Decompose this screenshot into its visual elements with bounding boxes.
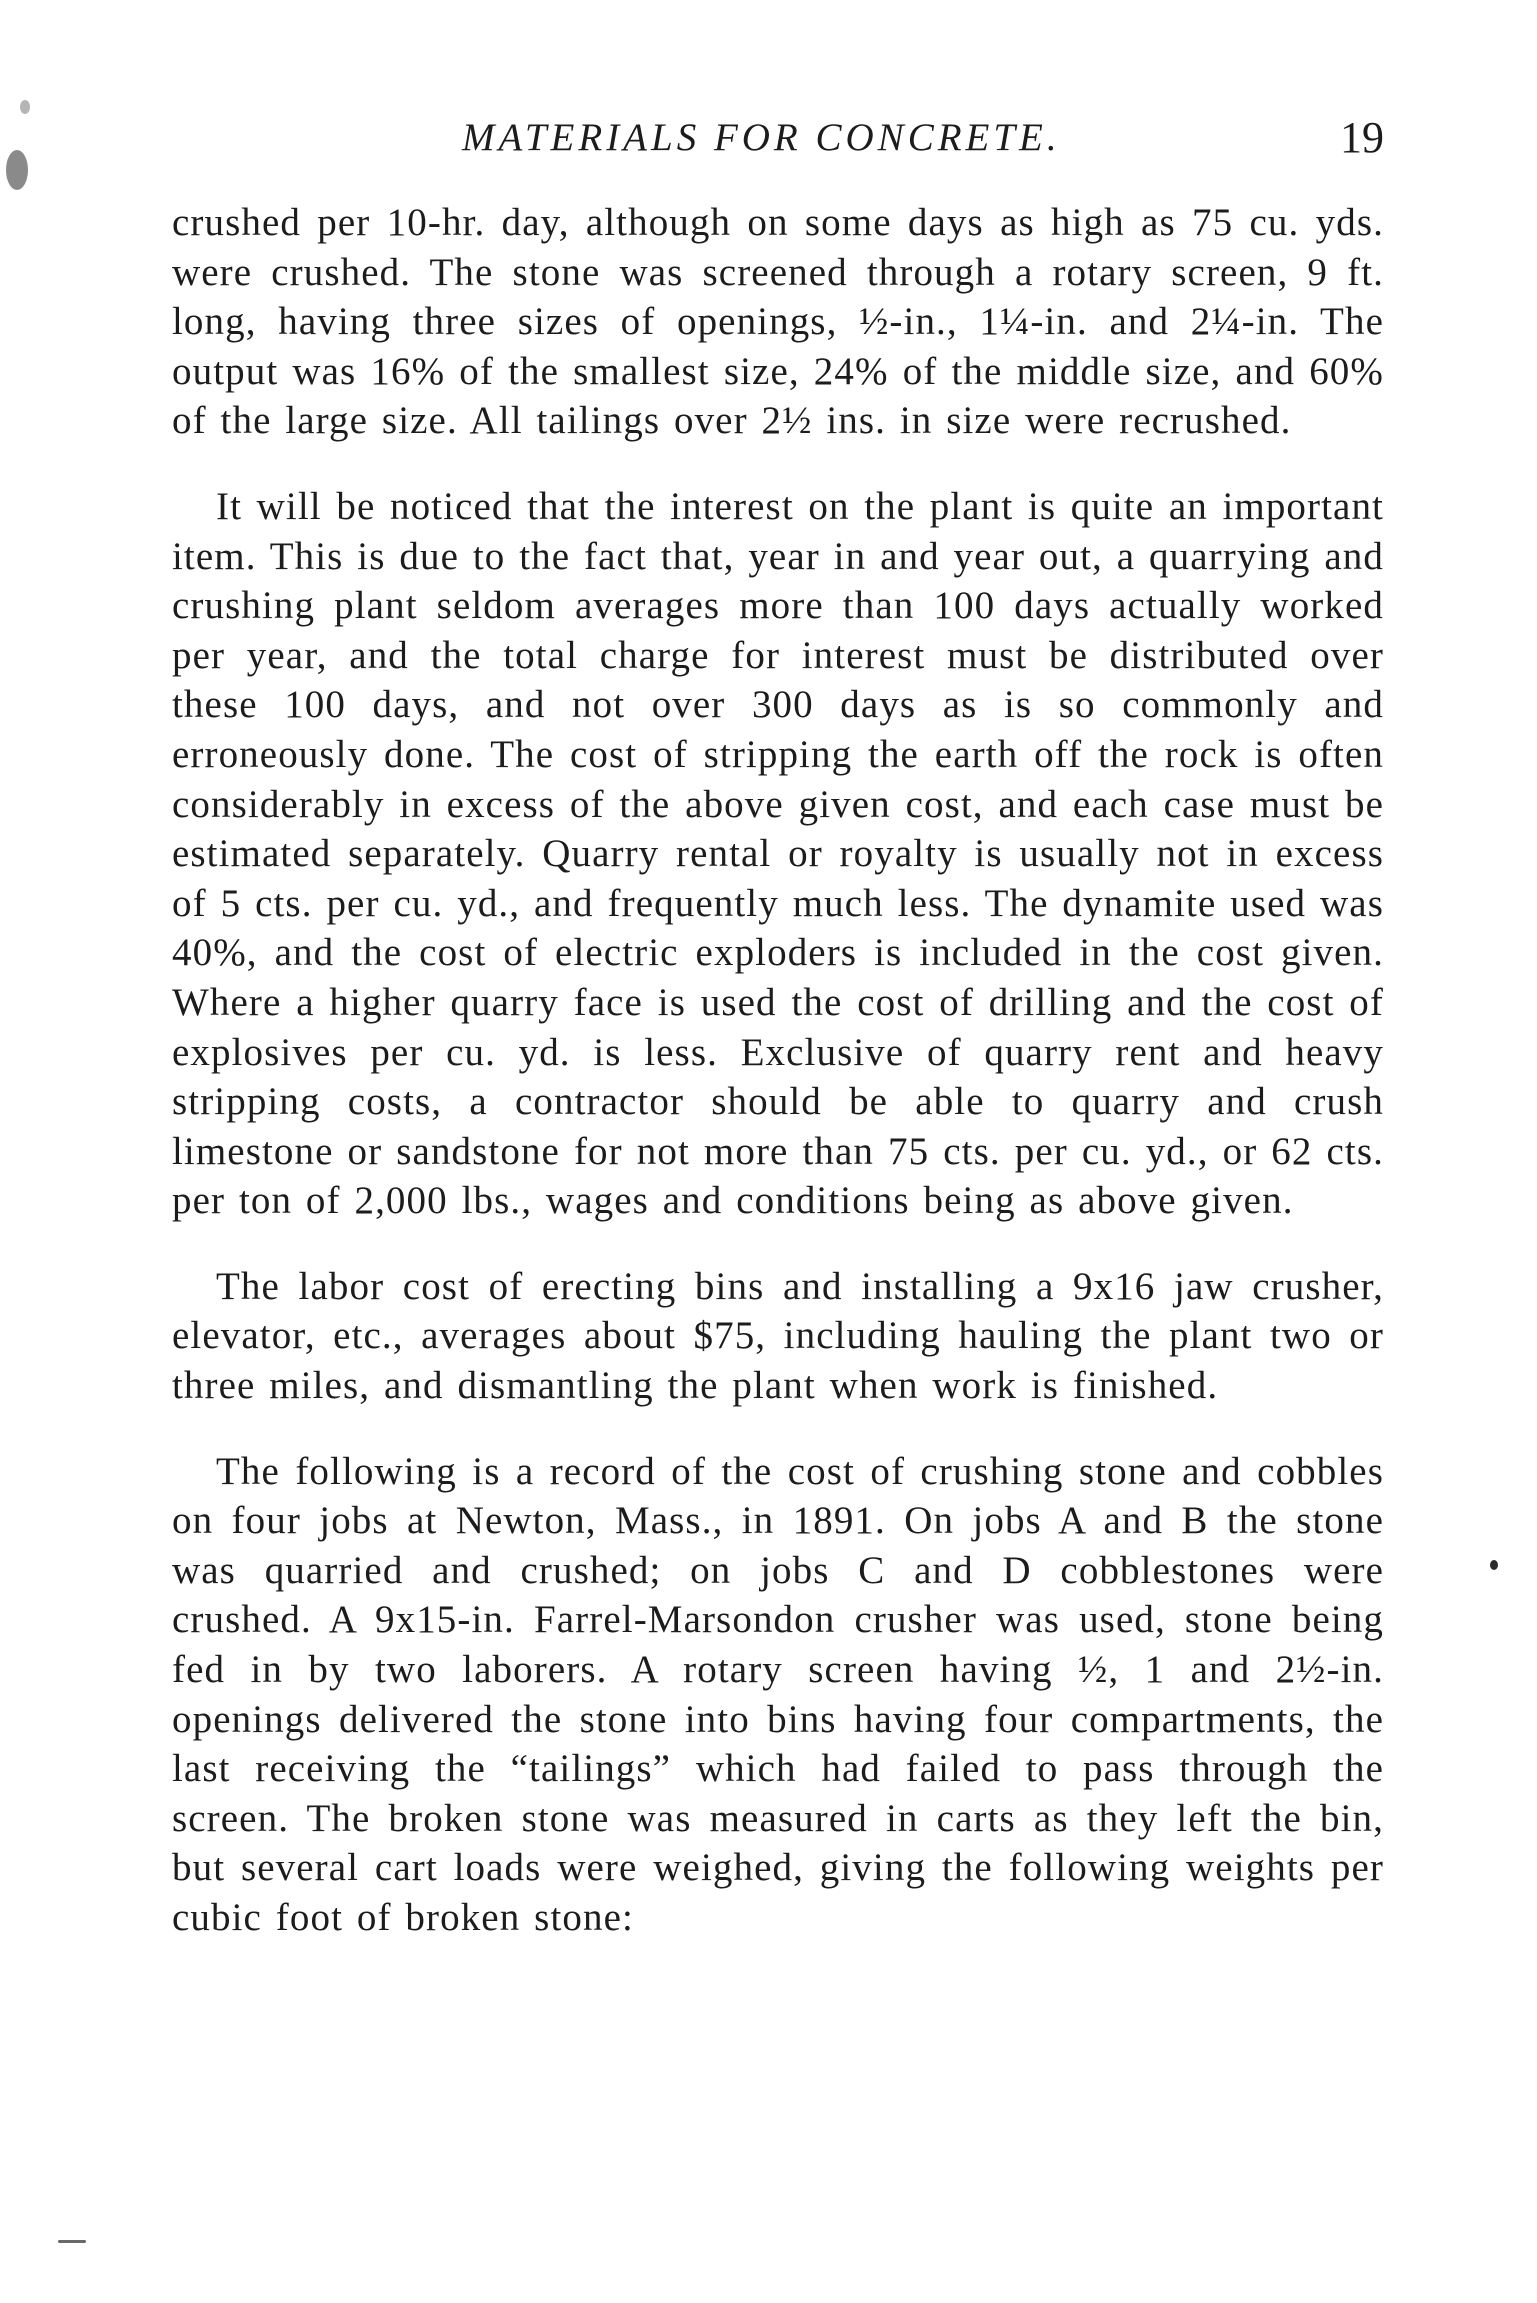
scan-speck [58,2240,86,2243]
scan-speck [1490,1560,1498,1570]
running-head-title: MATERIALS FOR CONCRETE. [462,116,1061,159]
paragraph-continuation: crushed per 10-hr. day, although on some days as high as 75 cu. yds. were crushed. The stone was screened through a rotary screen, 9 ft. long, having three sizes of openings, ½-in., 1¼-in. and 2¼-in. The output was 16% of the smallest size, 24% of the middle size, and 60% of the large size. All tailings over 2½ ins. in size were recrushed. [172,201,1384,443]
page-number: 19 [1340,113,1384,162]
running-head [172,108,1384,168]
paragraph-newton-record: The following is a record of the cost of crushing stone and cobbles on four jobs at Newton, Mass., in 1891. On jobs A and B the stone was quarried and crushed; on jobs C and D cobblestones were crushed. A 9x15-in. Farrel-Marsondon crusher was used, stone being fed in by two laborers. A rotary screen having ½, 1 and 2½-in. openings delivered the stone into bins having four compartments, the last receiving the “tailings” which had failed to pass through the screen. The broken stone was measured in carts as they left the bin, but several cart loads were weighed, giving the following weights per cubic foot of broken stone: [172,1449,1384,1939]
paragraph-labor-cost: The labor cost of erecting bins and installing a 9x16 jaw crusher, elevator, etc., averages about $75, including hauling the plant two or three miles, and dismantling the plant when work is finished. [172,1264,1384,1408]
scan-speck [20,100,30,114]
body-text [172,198,1384,1979]
scan-speck [6,150,28,190]
paragraph-interest: It will be noticed that the interest on the plant is quite an important item. This is due to the fact that, year in and year out, a quarrying and crushing plant seldom averages more than 100 days actually worked per year, and the total charge for interest must be distributed over these 100 days, and not over 300 days as is so commonly and erroneously done. The cost of stripping the earth off the rock is often considerably in excess of the above given cost, and each case must be estimated separately. Quarry rental or royalty is usually not in excess of 5 cts. per cu. yd., and frequently much less. The dynamite used was 40%, and the cost of electric exploders is included in the cost given. Where a higher quarry face is used the cost of drilling and the cost of explosives per cu. yd. is less. Exclusive of quarry rent and heavy stripping costs, a contractor should be able to quarry and crush limestone or sandstone for not more than 75 cts. per cu. yd., or 62 cts. per ton of 2,000 lbs., wages and conditions being as above given. [172,484,1384,1223]
